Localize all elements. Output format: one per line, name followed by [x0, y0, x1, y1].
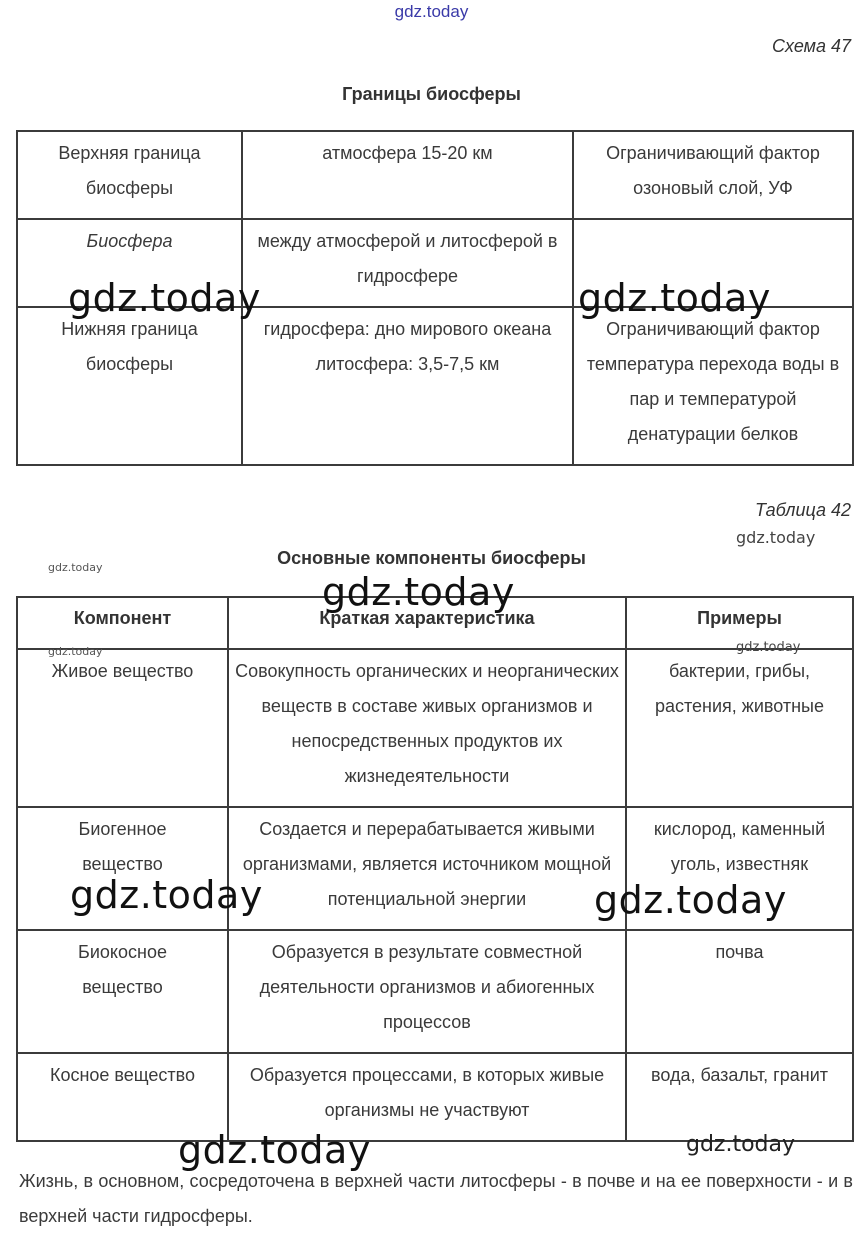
watermark: gdz.today: [48, 561, 103, 574]
table-cell: Создается и перерабатывается живыми организмами, является источником мощной потенциальной энергии: [228, 807, 626, 930]
table-cell: Образуется процессами, в которых живые организмы не участвуют: [228, 1053, 626, 1141]
table-cell: между атмосферой и литосферой в гидросфере: [242, 219, 573, 307]
site-header-link[interactable]: gdz.today: [394, 2, 469, 21]
table-cell: Биогенное вещество: [17, 807, 228, 930]
watermark: gdz.today: [322, 570, 515, 614]
table-row: [17, 930, 853, 1053]
table-row: [17, 649, 853, 807]
watermark: gdz.today: [736, 640, 801, 655]
column-header: Краткая характеристика: [228, 597, 626, 649]
bottom-hydrosphere: гидросфера: дно мирового океана: [263, 319, 552, 339]
column-header: Примеры: [626, 597, 853, 649]
table-cell: Живое вещество: [17, 649, 228, 807]
table-cell: атмосфера 15-20 км: [242, 131, 573, 219]
table-row: [17, 1053, 853, 1141]
table-row: [17, 307, 853, 465]
table-cell: Нижняя граница биосферы: [17, 307, 242, 465]
table-label: Таблица 42: [754, 500, 851, 520]
scheme-title: Границы биосферы: [342, 84, 521, 104]
bottom-lithosphere: литосфера: 3,5-7,5 км: [315, 354, 500, 374]
table-cell: Ограничивающий фактор температура перехода воды в пар и температурой денатурации белков: [573, 307, 853, 465]
scheme-label: Схема 47: [772, 36, 851, 56]
table-cell: [242, 307, 573, 465]
watermark: gdz.today: [686, 1132, 796, 1157]
watermark: gdz.today: [578, 276, 771, 320]
table-cell: Косное вещество: [17, 1053, 228, 1141]
table-cell: почва: [626, 930, 853, 1053]
table-cell: Ограничивающий фактор озоновый слой, УФ: [573, 131, 853, 219]
table-cell: вода, базальт, гранит: [626, 1053, 853, 1141]
watermark: gdz.today: [736, 528, 816, 547]
watermark: gdz.today: [68, 276, 261, 320]
table-row: [17, 131, 853, 219]
table-cell: Верхняя граница биосферы: [17, 131, 242, 219]
table-cell: Биокосное вещество: [17, 930, 228, 1053]
table-cell: Совокупность органических и неорганических веществ в составе живых организмов и непосредственных продуктов их жизнедеятельности: [228, 649, 626, 807]
column-header: Компонент: [17, 597, 228, 649]
table-cell: кислород, каменный уголь, известняк: [626, 807, 853, 930]
footer-paragraph: Жизнь, в основном, сосредоточена в верхней части литосферы - в почве и на ее поверхности - и в верхней части гидросферы.: [19, 1171, 853, 1226]
table-cell: Образуется в результате совместной деятельности организмов и абиогенных процессов: [228, 930, 626, 1053]
watermark: gdz.today: [594, 878, 787, 922]
biosphere-components-table: [16, 596, 854, 1142]
watermark: gdz.today: [48, 645, 103, 658]
watermark: gdz.today: [178, 1128, 371, 1172]
watermark: gdz.today: [70, 873, 263, 917]
table-cell: бактерии, грибы, растения, животные: [626, 649, 853, 807]
table-title: Основные компоненты биосферы: [277, 548, 586, 568]
table-cell: Биосфера: [17, 219, 242, 307]
